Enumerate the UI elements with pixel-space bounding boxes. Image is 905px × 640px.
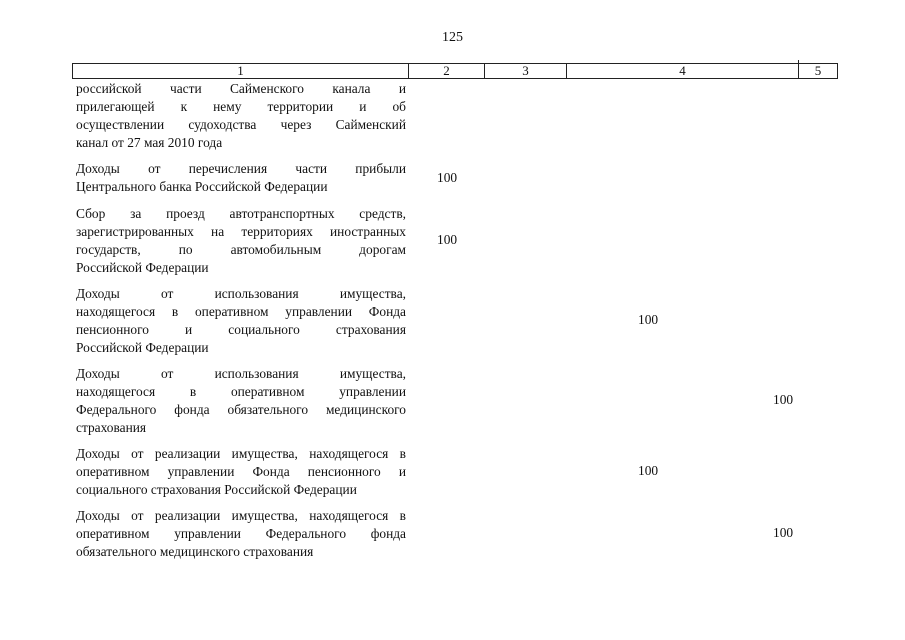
page-number: 125	[442, 30, 463, 45]
description-line: прилегающей к нему территории и об	[76, 99, 406, 114]
cell-value-col2: 100	[437, 170, 458, 185]
header-divider-mark	[798, 60, 799, 70]
description-line: Доходы от реализации имущества, находящегося в	[76, 446, 406, 461]
description-line: Российской Федерации	[76, 340, 209, 355]
description-line: Сбор за проезд автотранспортных средств,	[76, 206, 406, 221]
column-header-5: 5	[814, 63, 822, 78]
cell-value-col4: 100	[638, 463, 659, 478]
description-line: Центрального банка Российской Федерации	[76, 179, 328, 194]
table-row-description	[76, 445, 406, 499]
description-line: канал от 27 мая 2010 года	[76, 135, 223, 150]
cell-value-col2: 100	[437, 232, 458, 247]
description-line: находящегося в оперативном управлении Фонда	[76, 304, 406, 319]
column-header-3: 3	[485, 64, 567, 78]
description-line: страхования	[76, 420, 147, 435]
table-row-description	[76, 205, 406, 277]
description-line: зарегистрированных на территориях иностранных	[76, 224, 406, 239]
description-line: Доходы от реализации имущества, находящегося в	[76, 508, 406, 523]
description-line: оперативном управлении Фонда пенсионного и	[76, 464, 406, 479]
description-line: пенсионного и социального страхования	[76, 322, 406, 337]
column-header-1: 1	[73, 64, 409, 78]
description-line: российской части Сайменского канала и	[76, 81, 406, 96]
table-row-description	[76, 285, 406, 357]
description-line: Доходы от использования имущества,	[76, 286, 406, 301]
description-line: государств, по автомобильным дорогам	[76, 242, 406, 257]
description-line: Доходы от использования имущества,	[76, 366, 406, 381]
description-line: обязательного медицинского страхования	[76, 544, 314, 559]
description-line: Доходы от перечисления части прибыли	[76, 161, 406, 176]
table-header-row	[72, 63, 838, 79]
table-row-description	[76, 160, 406, 196]
description-line: социального страхования Российской Федерации	[76, 482, 357, 497]
description-line: Федерального фонда обязательного медицинского	[76, 402, 406, 417]
description-line: Российской Федерации	[76, 260, 209, 275]
table-row-description	[76, 365, 406, 437]
column-header-4: 4	[567, 64, 799, 78]
description-line: находящегося в оперативном управлении	[76, 384, 406, 399]
table-row-description	[76, 507, 406, 561]
column-header-2: 2	[409, 64, 485, 78]
cell-value-col5: 100	[773, 392, 794, 407]
cell-value-col5: 100	[773, 525, 794, 540]
description-line: осуществлении судоходства через Сайменский	[76, 117, 406, 132]
table-row-description	[76, 80, 406, 152]
cell-value-col4: 100	[638, 312, 659, 327]
description-line: оперативном управлении Федерального фонда	[76, 526, 406, 541]
